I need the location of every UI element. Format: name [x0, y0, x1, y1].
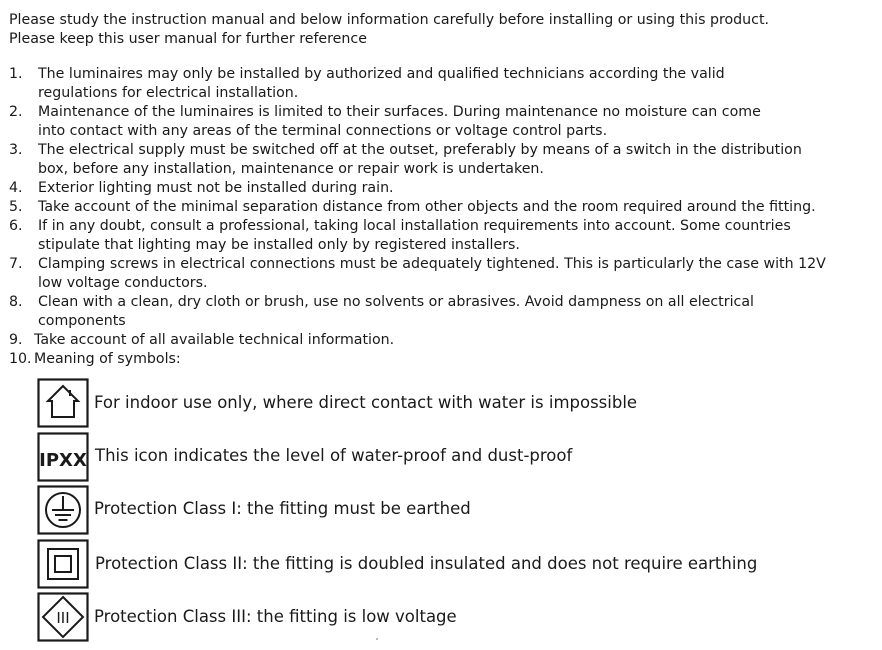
symbol-text: Protection Class II: the fitting is doubled insulated and does not require earthing — [95, 554, 758, 573]
item-text-line: Exterior lighting must not be installed during rain. — [38, 180, 394, 196]
list-item-6 — [9, 217, 879, 255]
intro-line-1: Please study the instruction manual and below information carefully before installing or using this product. — [9, 12, 770, 28]
symbol-text: This icon indicates the level of water-proof and dust-proof — [95, 446, 573, 465]
ipxx-icon-label: IPXX — [39, 450, 87, 471]
list-item-9 — [9, 331, 879, 350]
symbol-text: For indoor use only, where direct contact with water is impossible — [94, 393, 638, 412]
item-text-line: Clean with a clean, dry cloth or brush, use no solvents or abrasives. Avoid dampness on all electrical — [38, 294, 754, 310]
item-number: 3. — [9, 142, 23, 158]
item-number: 4. — [9, 180, 23, 196]
symbol-text: Protection Class III: the fitting is low voltage — [94, 607, 457, 626]
item-text-line: regulations for electrical installation. — [38, 85, 299, 101]
symbol-text: Protection Class I: the fitting must be earthed — [94, 499, 471, 518]
list-item-7 — [9, 255, 879, 293]
item-text-line: into contact with any areas of the terminal connections or voltage control parts. — [38, 123, 608, 139]
item-text-line: If in any doubt, consult a professional, taking local installation requirements into account. Some countries — [38, 218, 791, 234]
item-text-line: Take account of all available technical information. — [34, 332, 395, 348]
list-item-8 — [9, 293, 879, 331]
item-number: 1. — [9, 66, 23, 82]
item-number: 10. — [9, 351, 32, 367]
item-number: 8. — [9, 294, 23, 310]
item-number: 5. — [9, 199, 23, 215]
item-text-line: Clamping screws in electrical connections must be adequately tightened. This is particularly the case with 12V — [38, 256, 826, 272]
protection-class-3-low-voltage-icon — [37, 592, 89, 642]
ipxx-icon — [37, 432, 89, 482]
item-text-line: Take account of the minimal separation distance from other objects and the room required around the fitting. — [38, 199, 816, 215]
scan-speck — [376, 638, 378, 640]
instruction-list — [9, 65, 879, 369]
list-item-4 — [9, 179, 879, 198]
intro-text — [9, 11, 769, 49]
indoor-house-icon — [37, 378, 89, 428]
list-item-2 — [9, 103, 879, 141]
item-number: 7. — [9, 256, 23, 272]
item-text-line: stipulate that lighting may be installed only by registered installers. — [38, 237, 520, 253]
item-text-line: Maintenance of the luminaires is limited to their surfaces. During maintenance no moisture can come — [38, 104, 761, 120]
item-text-line: components — [38, 313, 126, 329]
protection-class-1-earth-icon — [37, 485, 89, 535]
item-text-line: The luminaires may only be installed by authorized and qualified technicians according the valid — [38, 66, 725, 82]
item-number: 2. — [9, 104, 23, 120]
list-item-1 — [9, 65, 879, 103]
item-text-line: low voltage conductors. — [38, 275, 208, 291]
item-number: 9. — [9, 332, 23, 348]
class-3-icon-label: III — [56, 609, 70, 627]
protection-class-2-double-insulated-icon — [37, 539, 89, 589]
item-text-line: Meaning of symbols: — [34, 351, 181, 367]
item-number: 6. — [9, 218, 23, 234]
list-item-3 — [9, 141, 879, 179]
item-text-line: The electrical supply must be switched off at the outset, preferably by means of a switch in the distribution — [38, 142, 802, 158]
intro-line-2: Please keep this user manual for further reference — [9, 31, 367, 47]
list-item-10 — [9, 350, 879, 369]
item-text-line: box, before any installation, maintenance or repair work is undertaken. — [38, 161, 544, 177]
list-item-5 — [9, 198, 879, 217]
